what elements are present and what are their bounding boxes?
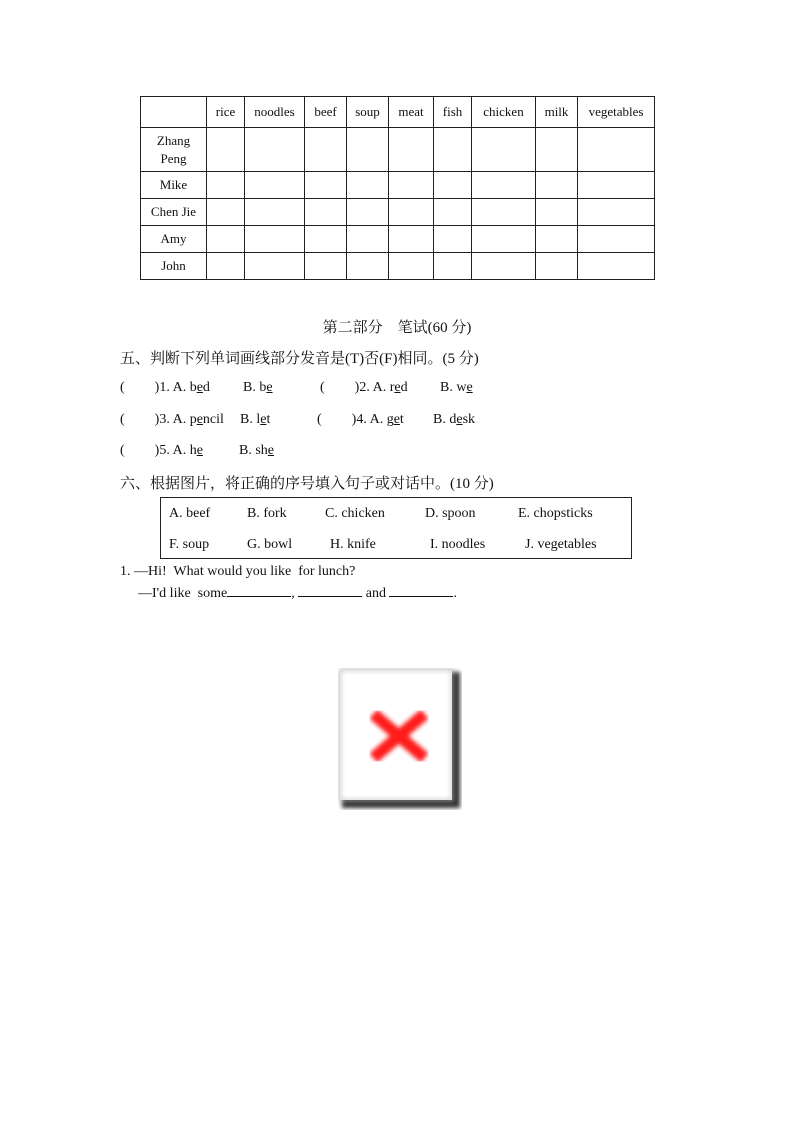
row-name: Amy [141, 226, 207, 253]
q5-item-3: ( )3. A. pencil [120, 412, 224, 427]
word-b-pre: B. sh [239, 443, 268, 458]
table-cell [207, 253, 245, 280]
option-g: G. bowl [247, 537, 293, 552]
option-b: B. fork [247, 506, 287, 521]
food-table [140, 96, 655, 280]
table-cell [207, 128, 245, 172]
row-name: Chen Jie [141, 199, 207, 226]
table-row [141, 128, 655, 172]
table-cell [536, 172, 578, 199]
word-a-underlined: e [394, 380, 401, 395]
table-cell [347, 226, 389, 253]
table-cell [245, 253, 305, 280]
word-b-pre: B. b [243, 380, 267, 395]
option-d: D. spoon [425, 506, 476, 521]
broken-image-icon [338, 668, 462, 810]
option-j: J. vegetables [525, 537, 597, 552]
table-cell [472, 172, 536, 199]
table-cell [536, 253, 578, 280]
table-cell [578, 172, 655, 199]
column-header: vegetables [578, 97, 655, 128]
word-a-underlined: e [196, 380, 203, 395]
table-cell [536, 226, 578, 253]
table-cell [389, 199, 434, 226]
column-header: meat [389, 97, 434, 128]
dialog-line-2 [138, 584, 457, 602]
q5-item-5: ( )5. A. he [120, 443, 203, 458]
dialog-and: and [362, 586, 390, 601]
q5-item-5-b [239, 443, 274, 459]
options-box [160, 497, 632, 559]
column-header: fish [434, 97, 472, 128]
table-cell [389, 226, 434, 253]
table-cell [305, 226, 347, 253]
option-c: C. chicken [325, 506, 385, 521]
option-f: F. soup [169, 537, 210, 552]
column-header: soup [347, 97, 389, 128]
table-cell [536, 199, 578, 226]
q5-item-3-b [240, 412, 270, 428]
table-cell [472, 226, 536, 253]
item-number: 2. [359, 380, 370, 395]
word-b-underlined: e [456, 412, 463, 427]
column-header: beef [305, 97, 347, 128]
q5-item-1-b [243, 380, 273, 396]
word-b-post: t [266, 412, 271, 427]
q5-item-2-b [440, 380, 473, 396]
word-b-post: sk [462, 412, 476, 427]
table-cell [434, 253, 472, 280]
q5-item-1: ( )1. A. bed [120, 380, 210, 395]
table-cell [472, 199, 536, 226]
dialog-prefix: —I'd like some [138, 586, 228, 601]
table-cell [347, 253, 389, 280]
word-a-pre: A. g [369, 412, 394, 427]
table-row [141, 226, 655, 253]
table-cell [347, 172, 389, 199]
table-cell [305, 172, 347, 199]
table-cell [245, 172, 305, 199]
row-name: Mike [141, 172, 207, 199]
q6-heading: 六、根据图片，将正确的序号填入句子或对话中。(10 分) [120, 476, 494, 492]
table-cell [389, 253, 434, 280]
column-header: rice [207, 97, 245, 128]
word-b-underlined: e [260, 412, 267, 427]
table-cell [389, 172, 434, 199]
table-row [141, 199, 655, 226]
table-cell [578, 226, 655, 253]
word-a-pre: A. p [172, 412, 197, 427]
word-a-post: t [399, 412, 404, 427]
item-number: 1. [159, 380, 170, 395]
word-a-pre: A. h [172, 443, 197, 458]
word-a-post: d [202, 380, 210, 395]
word-a-pre: A. b [172, 380, 197, 395]
word-b-underlined: e [466, 380, 473, 395]
option-i: I. noodles [430, 537, 486, 552]
word-b-underlined: e [267, 443, 275, 458]
word-a-post: d [400, 380, 408, 395]
table-row [141, 172, 655, 199]
word-a-post: ncil [202, 412, 224, 427]
table-cell [245, 226, 305, 253]
option-a: A. beef [169, 506, 211, 521]
word-a-underlined: e [196, 412, 203, 427]
dialog-comma: , [291, 586, 299, 601]
word-a-underlined: e [393, 412, 400, 427]
table-cell [389, 128, 434, 172]
word-a-pre: A. r [372, 380, 395, 395]
option-e: E. chopsticks [518, 506, 593, 521]
row-name: Zhang Peng [141, 128, 207, 172]
table-cell [207, 172, 245, 199]
table-cell [347, 128, 389, 172]
dialog-period: . [453, 586, 457, 601]
answer-blank [298, 584, 362, 597]
table-cell [472, 128, 536, 172]
table-cell [245, 199, 305, 226]
table-cell [207, 226, 245, 253]
column-header: noodles [245, 97, 305, 128]
word-b-pre: B. d [433, 412, 457, 427]
table-cell [434, 128, 472, 172]
word-b-pre: B. w [440, 380, 467, 395]
q5-item-4: ( )4. A. get [317, 412, 404, 427]
q5-item-4-b [433, 412, 475, 428]
table-cell [578, 253, 655, 280]
dialog-line-1: 1. —Hi! What would you like for lunch? [120, 564, 356, 579]
table-cell [245, 128, 305, 172]
word-b-underlined: e [266, 380, 273, 395]
column-header [141, 97, 207, 128]
table-cell [578, 199, 655, 226]
table-cell [434, 172, 472, 199]
table-cell [305, 128, 347, 172]
table-cell [305, 253, 347, 280]
word-b-pre: B. l [240, 412, 261, 427]
row-name: John [141, 253, 207, 280]
table-row [141, 253, 655, 280]
table-cell [434, 199, 472, 226]
table-cell [472, 253, 536, 280]
table-header-row [141, 97, 655, 128]
answer-blank [227, 584, 291, 597]
q5-item-2: ( )2. A. red [320, 380, 408, 395]
answer-blank [389, 584, 453, 597]
option-h: H. knife [330, 537, 376, 552]
table-cell [207, 199, 245, 226]
table-cell [536, 128, 578, 172]
column-header: chicken [472, 97, 536, 128]
item-number: 5. [159, 443, 170, 458]
table-cell [347, 199, 389, 226]
table-cell [305, 199, 347, 226]
q5-heading: 五、判断下列单词画线部分发音是(T)否(F)相同。(5 分) [120, 351, 479, 367]
item-number: 4. [356, 412, 367, 427]
table-cell [578, 128, 655, 172]
item-number: 3. [159, 412, 170, 427]
word-a-underlined: e [196, 443, 203, 458]
table-cell [434, 226, 472, 253]
column-header: milk [536, 97, 578, 128]
section-title: 第二部分 笔试(60 分) [322, 320, 472, 336]
